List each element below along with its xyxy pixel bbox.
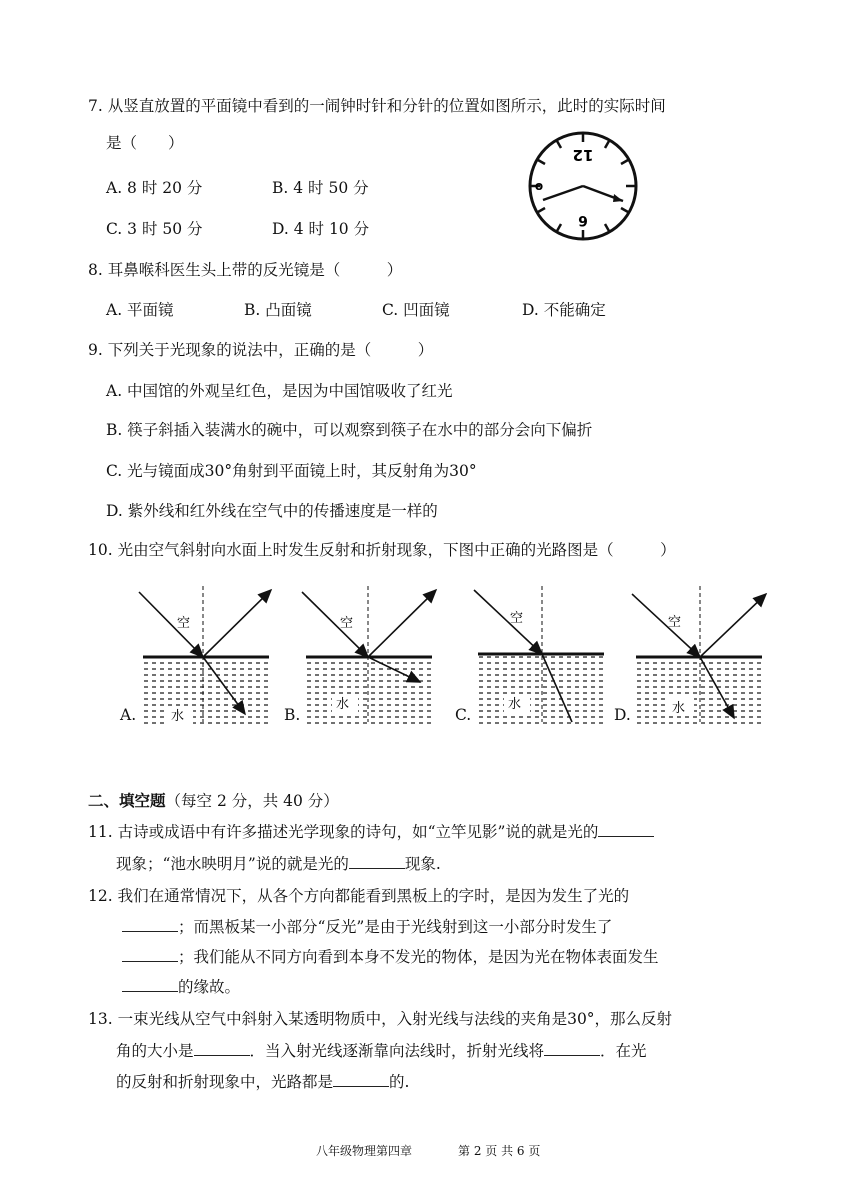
q10-diagram-a [135, 582, 277, 730]
footer-chapter: 八年级物理第四章 [316, 1144, 413, 1158]
q9-option-d: D. 紫外线和红外线在空气中的传播速度是一样的 [106, 502, 438, 520]
q7-option-c: C. 3 时 50 分 [106, 220, 203, 238]
mirrored-clock-figure [525, 128, 643, 246]
q10-diagram-d [628, 582, 770, 730]
q8-option-a: A. 平面镜 [106, 301, 174, 319]
q10-diagram-d-label: D. [614, 706, 631, 724]
q8-option-b: B. 凸面镜 [244, 301, 312, 319]
q7-stem-line1: 7. 从竖直放置的平面镜中看到的一闹钟时针和分针的位置如图所示，此时的实际时间 [88, 97, 666, 115]
clock-label-6: 6 [578, 212, 588, 228]
q10-diagram-b-label: B. [284, 706, 301, 724]
q13-text3a: 的反射和折射现象中，光路都是 [116, 1073, 334, 1091]
q13-text2a: 角的大小是 [116, 1042, 194, 1060]
footer-page-number: 第 2 页 共 6 页 [458, 1144, 541, 1158]
q11-blank-2[interactable] [349, 854, 405, 869]
water-label: 水 [508, 697, 522, 712]
q10-stem: 10. 光由空气斜射向水面上时发生反射和折射现象，下图中正确的光路图是（ ） [88, 541, 676, 559]
q8-option-c: C. 凹面镜 [382, 301, 450, 319]
q13-text3b: 的. [389, 1073, 410, 1091]
q11-text1: 11. 古诗或成语中有许多描述光学现象的诗句，如“立竿见影”说的就是光的 [88, 823, 599, 841]
q12-blank-1[interactable] [122, 917, 178, 932]
q12-text3: ；我们能从不同方向看到本身不发光的物体，是因为光在物体表面发生 [178, 948, 659, 966]
q11-text3: 现象. [404, 855, 441, 873]
q9-stem: 9. 下列关于光现象的说法中，正确的是（ ） [88, 341, 434, 359]
q12-blank-2[interactable] [122, 947, 178, 962]
air-label: 空 [177, 616, 191, 631]
q10-diagram-a-label: A. [120, 706, 137, 724]
q9-option-b: B. 筷子斜插入装满水的碗中，可以观察到筷子在水中的部分会向下偏折 [106, 421, 593, 439]
q8-option-d: D. 不能确定 [522, 301, 606, 319]
q13-text2c: ．在光 [600, 1042, 647, 1060]
air-label: 空 [340, 616, 354, 631]
clock-label-12: 12 [572, 146, 594, 164]
q12-text4: 的缘故。 [178, 978, 241, 996]
q9-option-c: C. 光与镜面成30°角射到平面镜上时，其反射角为30° [106, 462, 477, 480]
q10-diagram-c [470, 582, 612, 730]
q13-blank-1[interactable] [194, 1041, 250, 1056]
clock-mark-left: o [534, 179, 544, 193]
water-label: 水 [171, 709, 185, 724]
q7-option-b: B. 4 时 50 分 [272, 179, 369, 197]
section2-heading [88, 789, 339, 811]
q7-option-d: D. 4 时 10 分 [272, 220, 370, 238]
air-label: 空 [510, 611, 524, 626]
q7-stem-line2: 是（ ） [106, 134, 184, 152]
q8-stem: 8. 耳鼻喉科医生头上带的反光镜是（ ） [88, 261, 403, 279]
q13-blank-2[interactable] [544, 1041, 600, 1056]
air-label: 空 [668, 615, 682, 630]
q11-line1 [88, 820, 654, 842]
section2-title: 二、填空题 [88, 792, 166, 810]
q12-blank-3[interactable] [122, 977, 178, 992]
q13-text2b: ．当入射光线逐渐靠向法线时，折射光线将 [249, 1042, 545, 1060]
water-label: 水 [672, 701, 686, 716]
q11-blank-1[interactable] [598, 822, 654, 837]
q13-line1: 13. 一束光线从空气中斜射入某透明物质中，入射光线与法线的夹角是30°，那么反射 [88, 1010, 673, 1028]
q12-line1: 12. 我们在通常情况下，从各个方向都能看到黑板上的字时，是因为发生了光的 [88, 887, 630, 905]
q13-line3 [116, 1070, 409, 1092]
q11-line2 [116, 852, 441, 874]
q12-line2 [122, 915, 612, 937]
q11-text2: 现象；“池水映明月”说的就是光的 [116, 855, 349, 873]
water-label: 水 [336, 697, 350, 712]
q13-line2 [116, 1039, 647, 1061]
q12-line4 [122, 975, 240, 997]
q13-blank-3[interactable] [333, 1072, 389, 1087]
q12-text2: ；而黑板某一小部分“反光”是由于光线射到这一小部分时发生了 [178, 918, 613, 936]
q7-option-a: A. 8 时 20 分 [106, 179, 203, 197]
q10-diagram-b [298, 582, 440, 730]
q9-option-a: A. 中国馆的外观呈红色，是因为中国馆吸收了红光 [106, 382, 453, 400]
q10-diagram-c-label: C. [455, 706, 472, 724]
section2-note: （每空 2 分，共 40 分） [165, 792, 339, 810]
q12-line3 [122, 945, 659, 967]
